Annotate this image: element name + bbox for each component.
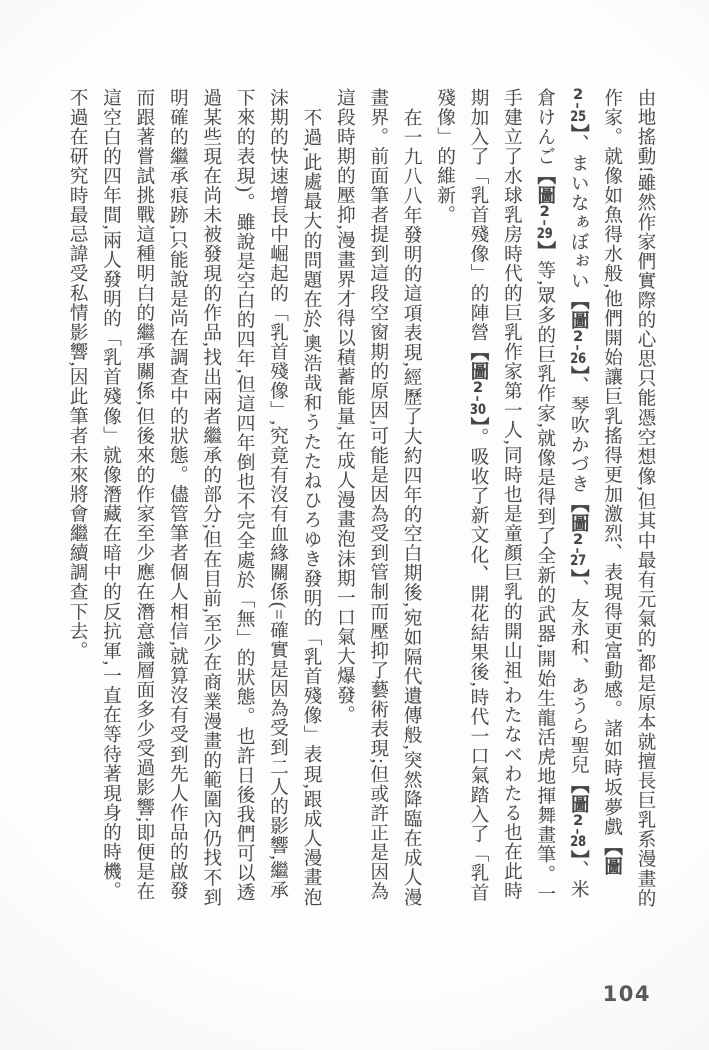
paragraph: 不過,此處最大的問題在於,奧浩哉和うたたねひろゆき發明的「乳首殘像」表現,跟成人漫畫泡沫期的快速增長中崛起的「乳首殘像」,究竟有沒有血緣關係(=確實是因為受到二人的影響,繼承下來的表現)。雖說是空白的四年,但這四年倒也不完全處於「無」的狀態。也許日後我們可以透過某些現在尚未被發現的作品,找出兩者繼承的部分;但在目前,至少在商業漫畫的範圍內仍找不到明確的繼承痕跡,只能說是尚在調查中的狀態。儘管筆者個人相信,就算沒有受到先人作品的啟發而跟著嘗試挑戰這種明白的繼承關係,但後來的作家至少應在潛意識層面多少受過影響;即便是在這空白的四年間,兩人發明的「乳首殘像」就像潛藏在暗中的反抗軍,一直在等待著現身的時機。不過在研究時最忌諱受私情影響,因此筆者未來將會繼續調查下去。 [67,88,321,908]
figure-reference: 【圖2-30】 [467,342,488,428]
paragraph: 在一九八八年發明的這項表現,經歷了大約四年的空白期後,宛如隔代遺傳般,突然降臨在成人漫畫界。前面筆者提到這段空窗期的原因,可能是因為受到管制而壓抑了藝術表現;但或許正是因為這段時期的壓抑,漫畫界才得以積蓄能量,在成人漫畫泡沫期一口氣大爆發。 [334,88,422,907]
figure-reference: 【圖2-25】 [568,88,622,876]
figure-reference: 【圖2-27】 [568,493,589,580]
page-number: 104 [602,982,651,1006]
figure-reference: 【圖2-28】 [568,774,589,861]
figure-reference: 【圖2-29】 [534,166,555,261]
article-text [60,88,661,912]
paragraph: 由地搖動!雖然作家們實際的心思只能憑空想像,但其中最有元氣的,都是原本就擅長巨乳系漫畫的作家。就像如魚得水般,他們開始讓巨乳搖得更加激烈、表現得更富動感。諸如時坂夢戲【圖2-25】、まいなぁぼぉい【圖2-26】、琴吹かづき【圖2-27】、友永和、あうら聖兒【圖2-28】、米倉けんご【圖2-29】等,眾多的巨乳作家,就像是得到了全新的武器,開始生龍活虎地揮舞畫筆。一手建立了水球乳房時代的巨乳作家第一人,同時也是童顏巨乳的開山祖,わたなべわたる也在此時期加入了「乳首殘像」的陣營【圖2-30】。吸收了新文化、開花結果後,時代一口氣踏入了「乳首殘像」的維新。 [434,88,655,909]
figure-reference: 【圖2-26】 [568,290,589,377]
